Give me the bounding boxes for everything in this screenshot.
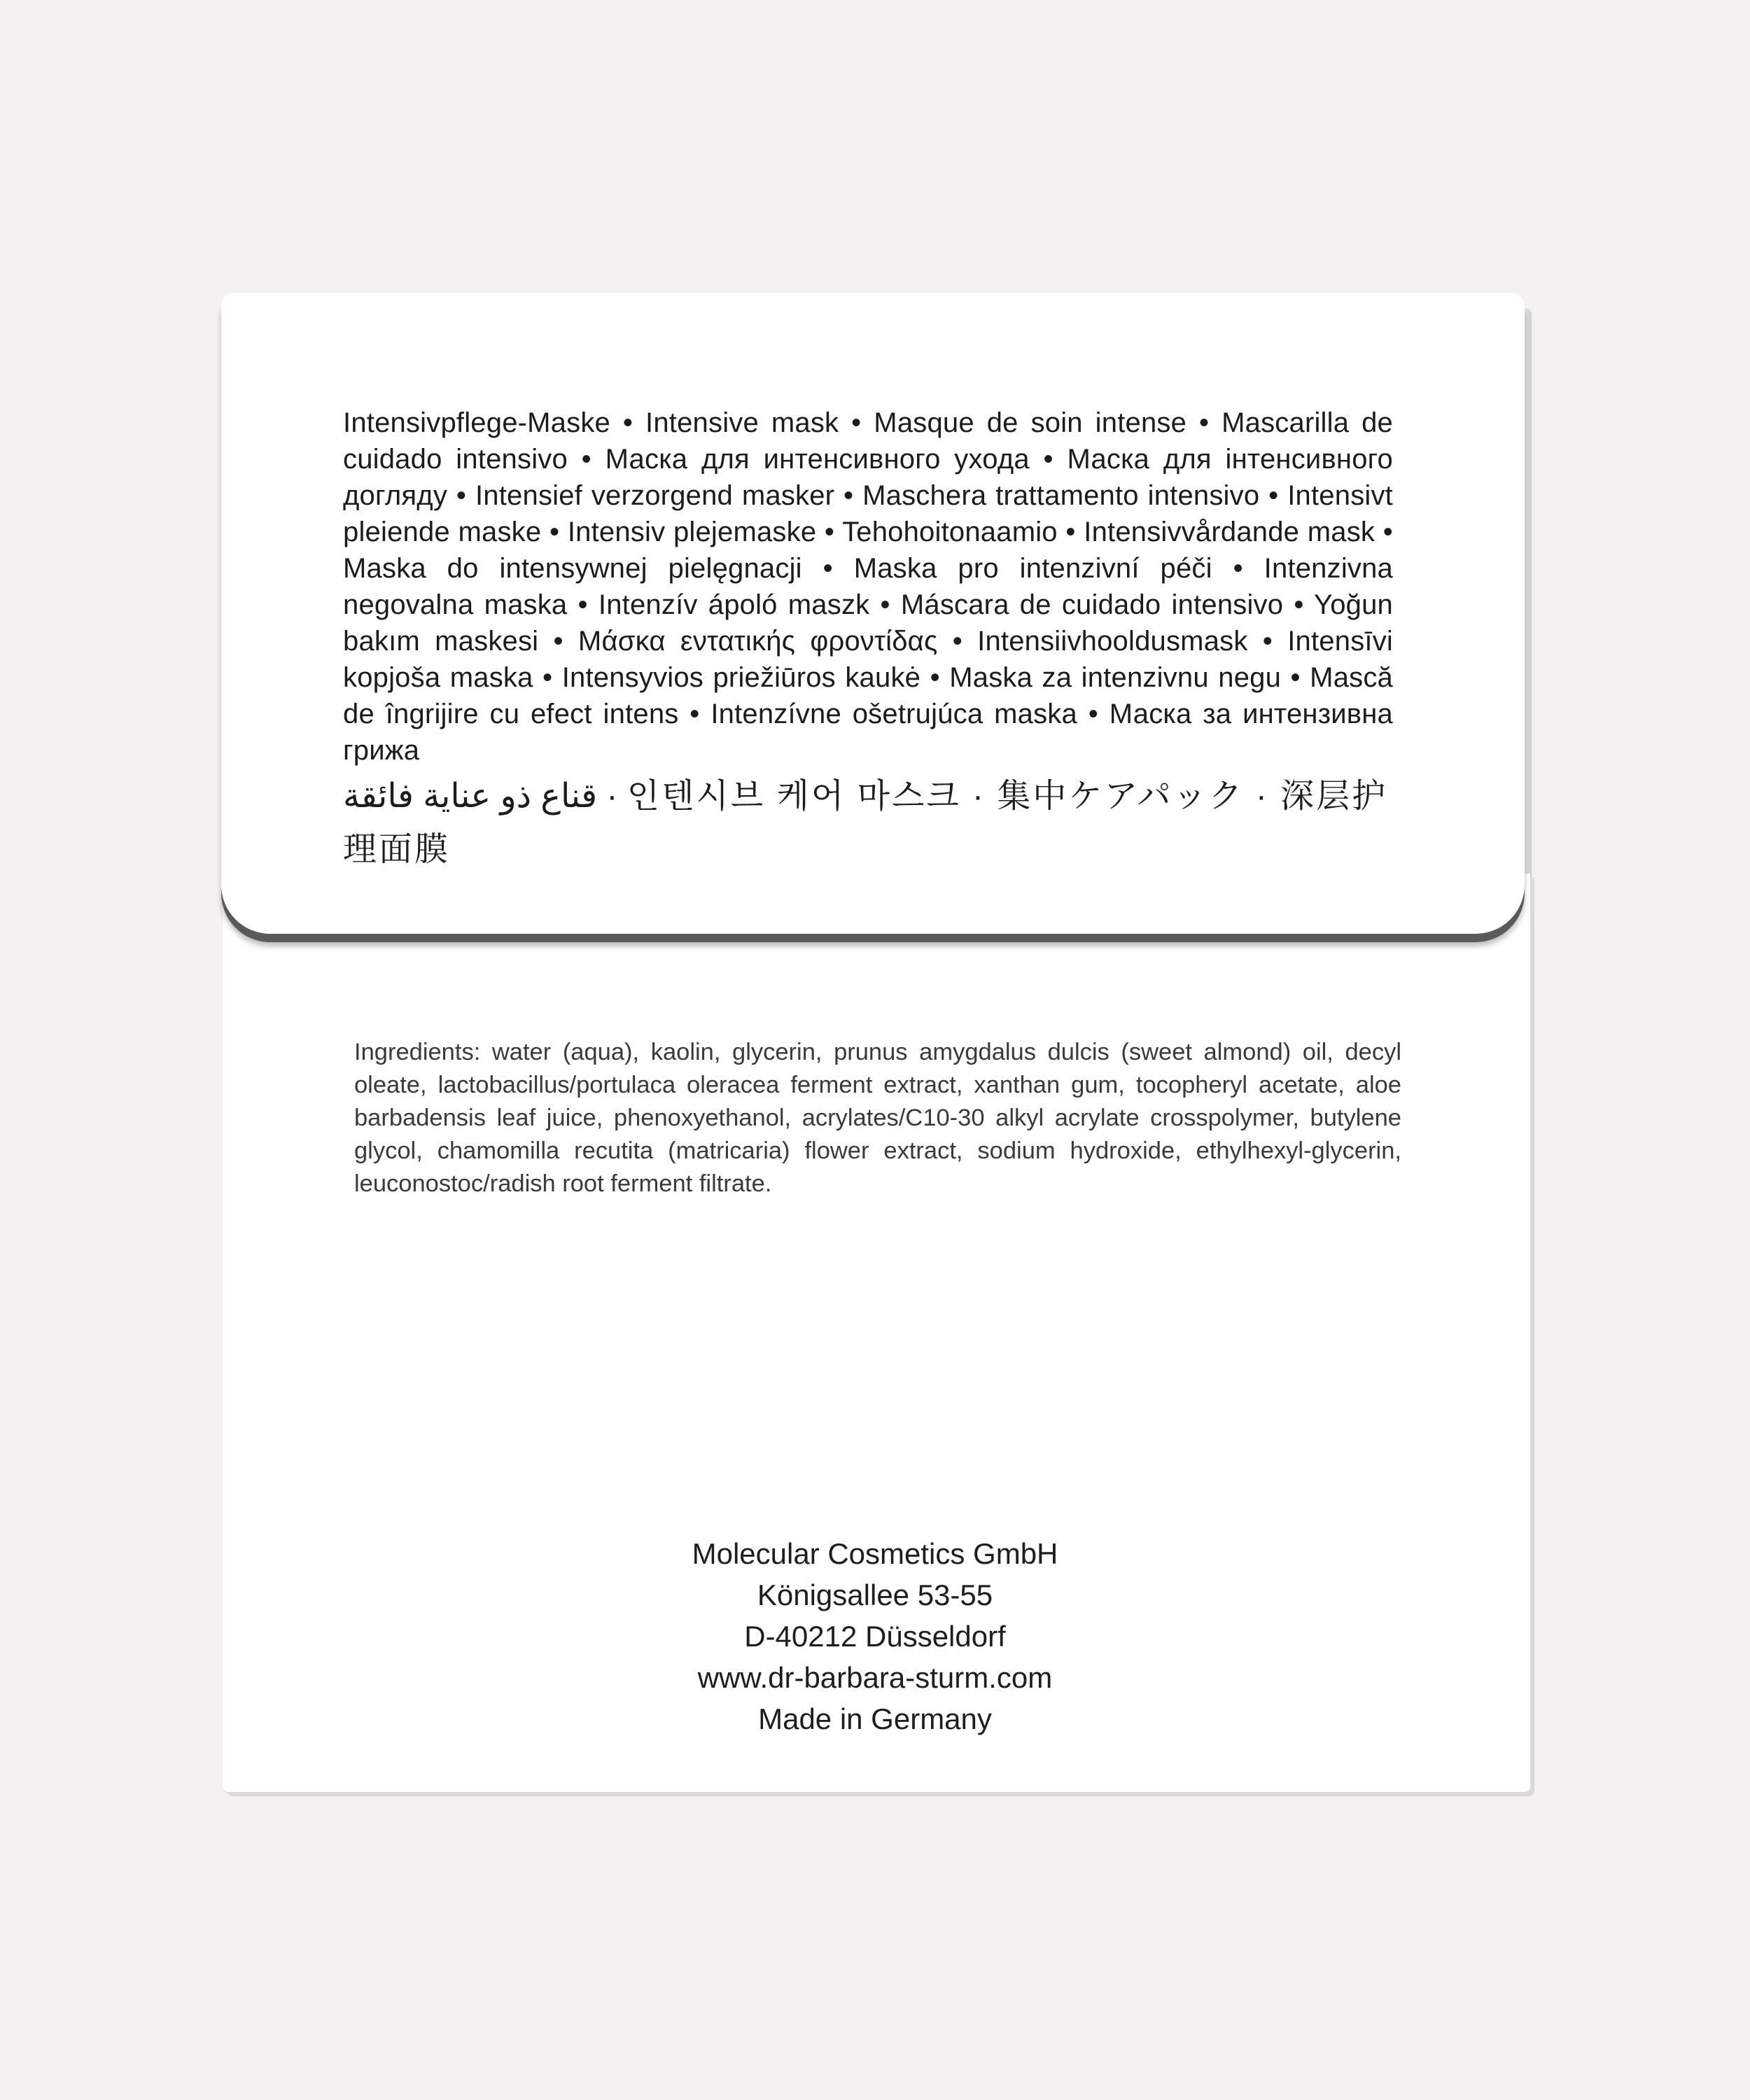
manufacturer-address — [525, 1533, 1225, 1740]
website-url: www.dr-barbara-sturm.com — [697, 1661, 1053, 1694]
country-of-origin: Made in Germany — [758, 1702, 992, 1735]
company-name: Molecular Cosmetics GmbH — [692, 1537, 1058, 1570]
ingredients-list: Ingredients: water (aqua), kaolin, glycerin, prunus amygdalus dulcis (sweet almond) oil, decyl oleate, lactobacillus/portulaca oleracea ferment extract, xanthan gum, tocopheryl acetate, aloe barbadensis leaf juice, phenoxyethanol, acrylates/C10-30 alkyl acrylate crosspolymer, butylene glycol, chamomilla recutita (matricaria) flower extract, sodium hydroxide, ethylhexyl-glycerin, leuconostoc/radish root ferment filtrate. — [354, 1039, 1401, 1197]
product-name-multilingual: Intensivpflege-Maske • Intensive mask • Masque de soin intense • Mascarilla de cuidado intensivo • Маска для интенсивного ухода • Маска для інтенсивного догляду • Intensief verzorgend masker • Maschera trattamento intensivo • Intensivt pleiende maske • Intensiv plejemaske • Tehohoitonaamio • Intensivvårdande mask • Maska do intensywnej pielęgnacji • Maska pro intenzivní péči • Intenzivna negovalna maska • Intenzív ápoló maszk • Máscara de cuidado intensivo • Yoğun bakım maskesi • Μάσκα εντατικής φροντίδας • Intensiivhooldusmask • Intensīvi kopjoša maska • Intensyvios priežiūros kaukė • Maska za intenzivnu negu • Mască de îngrijire cu efect intens • Intenzívne ošetrujúca maska • Маска за интензивна грижа — [343, 407, 1393, 766]
city-address: D-40212 Düsseldorf — [744, 1620, 1006, 1653]
street-address: Königsallee 53-55 — [757, 1578, 993, 1611]
product-name-asian-languages: قناع ذو عناية فائقة · 인텐시브 케어 마스크 · 集中ケアパック · 深层护理面膜 — [343, 778, 1388, 868]
product-name-translations — [343, 405, 1393, 876]
